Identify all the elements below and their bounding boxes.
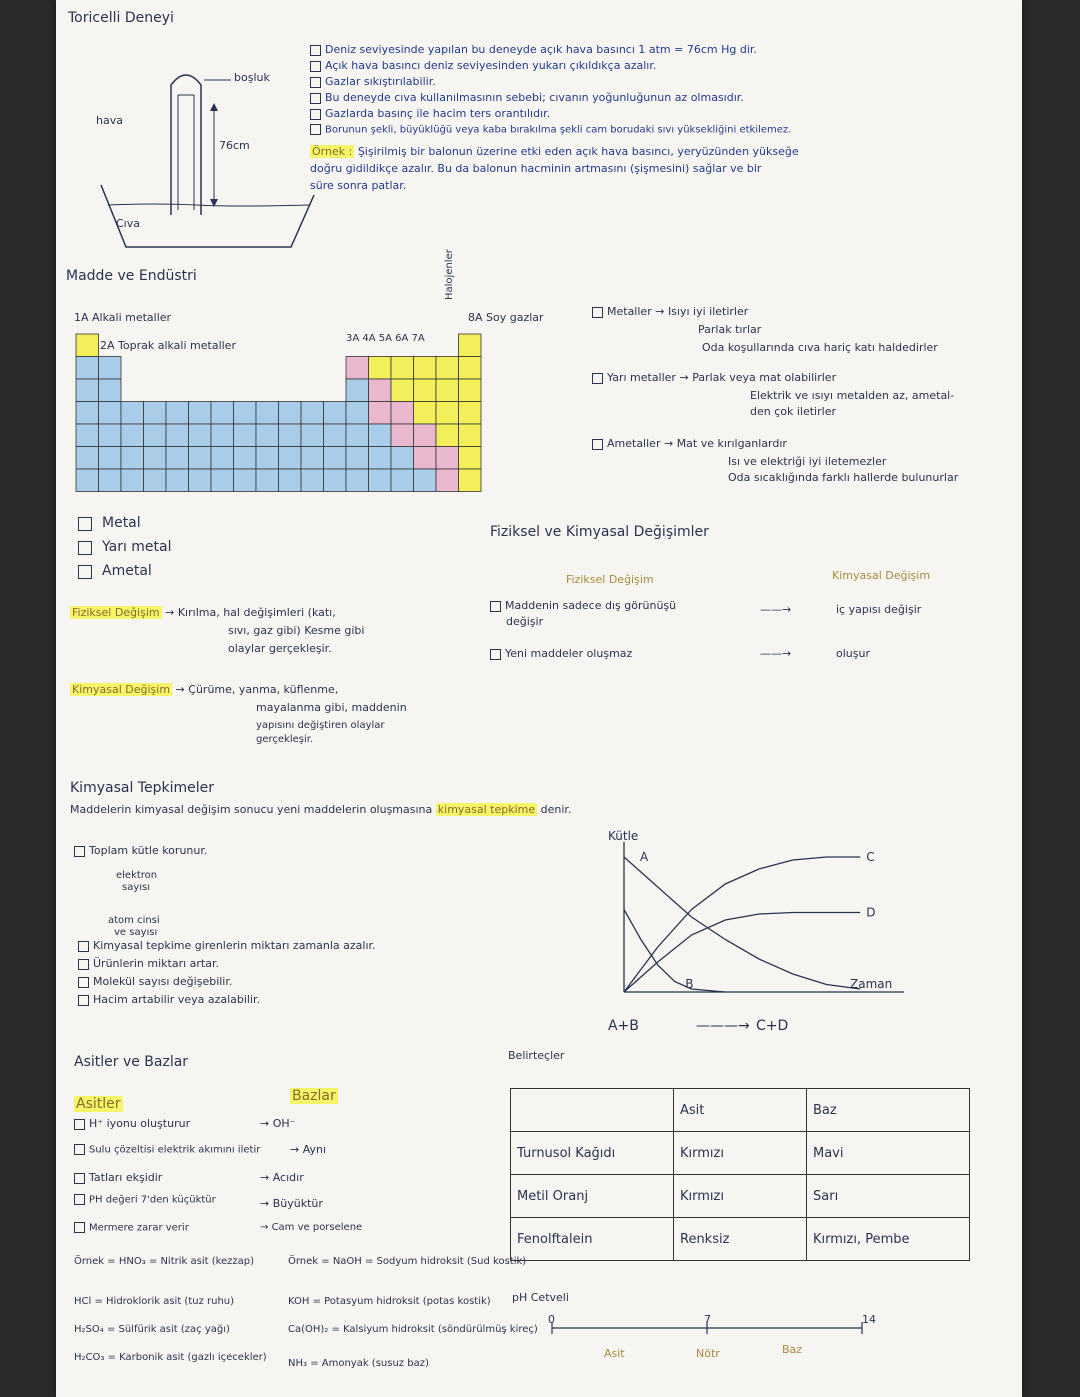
- yari-line: den çok iletirler: [750, 405, 836, 418]
- periodic-cell: [459, 334, 482, 357]
- periodic-cell: [459, 424, 482, 447]
- tepkime-bullet: Ürünlerin miktarı artar.: [78, 958, 219, 971]
- periodic-cell: [279, 469, 302, 492]
- fiziksel-line: olaylar gerçekleşir.: [228, 642, 332, 655]
- legend-ametal: Ametal: [102, 563, 152, 579]
- indicator-baz: Kırmızı, Pembe: [807, 1218, 970, 1261]
- bullet-toplam-kutle: Toplam kütle korunur.: [74, 845, 207, 858]
- periodic-cell: [144, 447, 167, 470]
- periodic-cell: [459, 357, 482, 380]
- asit-row: PH değeri 7'den küçüktür: [74, 1194, 216, 1206]
- periodic-cell: [234, 469, 257, 492]
- metaller-line: Parlak tırlar: [698, 323, 762, 336]
- section-title-torricelli: Toricelli Deneyi: [68, 10, 174, 26]
- label-ve-sayisi: ve sayısı: [114, 927, 158, 938]
- periodic-cell: [436, 469, 459, 492]
- col-fiziksel: Fiziksel Değişim: [566, 573, 654, 586]
- tepkime-bullet: Hacim artabilir veya azalabilir.: [78, 994, 260, 1007]
- periodic-cell: [346, 424, 369, 447]
- periodic-cell: [346, 447, 369, 470]
- indicator-asit: Kırmızı: [674, 1132, 807, 1175]
- table-header-row: [511, 1089, 970, 1132]
- table-row: [511, 1218, 970, 1261]
- periodic-cell: [279, 424, 302, 447]
- periodic-cell: [189, 424, 212, 447]
- baz-row: → Büyüktür: [260, 1197, 323, 1210]
- ph-0: 0: [548, 1313, 555, 1326]
- series-line-b: [624, 910, 725, 993]
- legend-swatch-metal: [78, 517, 92, 531]
- table-row: [511, 1175, 970, 1218]
- indicator-name: Turnusol Kağıdı: [511, 1132, 674, 1175]
- header-empty: [511, 1089, 674, 1132]
- periodic-cell: [369, 469, 392, 492]
- periodic-cell: [414, 379, 437, 402]
- periodic-cell: [436, 379, 459, 402]
- ph-7: 7: [704, 1313, 711, 1326]
- label-hava: hava: [96, 114, 123, 127]
- periodic-cell: [99, 357, 122, 380]
- note-line: Gazlar sıkıştırılabilir.: [310, 76, 436, 89]
- periodic-cell: [346, 469, 369, 492]
- label-civa: Cıva: [116, 217, 140, 230]
- kimyasal-line: mayalanma gibi, maddenin: [256, 701, 407, 714]
- periodic-cell: [121, 402, 144, 425]
- periodic-cell: [256, 447, 279, 470]
- periodic-cell: [301, 447, 324, 470]
- periodic-cell: [369, 402, 392, 425]
- legend-swatch-yari: [78, 541, 92, 555]
- indicator-table: [510, 1088, 970, 1261]
- section-title-asit: Asitler ve Bazlar: [74, 1054, 189, 1070]
- label-elektron: elektron: [116, 870, 158, 881]
- periodic-cell: [144, 424, 167, 447]
- periodic-cell: [369, 447, 392, 470]
- note-line: Açık hava basıncı deniz seviyesinden yukarı çıkıldıkça azalır.: [310, 60, 656, 73]
- periodic-cell: [99, 379, 122, 402]
- periodic-cell: [459, 447, 482, 470]
- periodic-cell: [256, 402, 279, 425]
- section-title-tepkime: Kimyasal Tepkimeler: [70, 780, 214, 796]
- col-kimyasal: Kimyasal Değişim: [832, 569, 931, 582]
- periodic-cell: [369, 357, 392, 380]
- table-row: [511, 1132, 970, 1175]
- legend-swatch-ametal: [78, 565, 92, 579]
- periodic-cell: [189, 447, 212, 470]
- series-label-d: D: [866, 905, 876, 920]
- periodic-cell: [121, 469, 144, 492]
- header-baz: Baz: [807, 1089, 970, 1132]
- periodic-cell: [99, 447, 122, 470]
- periodic-cell: [76, 447, 99, 470]
- series-line-d: [624, 913, 860, 993]
- periodic-cell: [414, 402, 437, 425]
- baz-row: → Aynı: [290, 1143, 327, 1156]
- indicator-baz: Sarı: [807, 1175, 970, 1218]
- periodic-cell: [166, 402, 189, 425]
- periodic-cell: [166, 447, 189, 470]
- baz-row: → Cam ve porselene: [260, 1222, 363, 1233]
- ametal-line: Oda sıcaklığında farklı hallerde bulunurlar: [728, 471, 959, 484]
- periodic-cell: [76, 469, 99, 492]
- baz-example: NH₃ = Amonyak (susuz baz): [288, 1358, 429, 1369]
- row1-arrow: ——→: [760, 603, 792, 616]
- section-title-degisim: Fiziksel ve Kimyasal Değişimler: [490, 524, 709, 540]
- periodic-cell: [166, 424, 189, 447]
- note-line: Deniz seviyesinde yapılan bu deneyde açık hava basıncı 1 atm = 76cm Hg dir.: [310, 44, 757, 57]
- fiziksel-line: sıvı, gaz gibi) Kesme gibi: [228, 624, 365, 637]
- periodic-cell: [346, 402, 369, 425]
- baz-example: Ca(OH)₂ = Kalsiyum hidroksit (söndürülmüş kireç): [288, 1324, 538, 1335]
- tepkime-definition: Maddelerin kimyasal değişim sonucu yeni maddelerin oluşmasına kimyasal tepkime denir.: [70, 803, 572, 816]
- periodic-cell: [346, 357, 369, 380]
- periodic-cell: [391, 447, 414, 470]
- periodic-cell: [346, 379, 369, 402]
- periodic-cell: [436, 424, 459, 447]
- asit-row: H⁺ iyonu oluşturur: [74, 1118, 190, 1131]
- asit-row: Sulu çözeltisi elektrik akımını iletir: [74, 1144, 260, 1156]
- label-2a: 2A Toprak alkali metaller: [100, 339, 236, 352]
- kimyasal-line: yapısını değiştiren olaylar: [256, 720, 385, 731]
- periodic-cell: [166, 469, 189, 492]
- periodic-cell: [414, 447, 437, 470]
- periodic-cell: [76, 334, 99, 357]
- row1-right: iç yapısı değişir: [836, 603, 922, 616]
- periodic-cell: [459, 379, 482, 402]
- series-label-b: B: [685, 977, 694, 991]
- notebook-page: [56, 0, 1022, 1397]
- periodic-cell: [459, 402, 482, 425]
- label-1a: 1A Alkali metaller: [74, 311, 172, 324]
- asit-example: H₂SO₄ = Sülfürik asit (zaç yağı): [74, 1324, 230, 1335]
- equation-arrow: ———→: [696, 1018, 750, 1034]
- label-76cm: 76cm: [219, 139, 250, 152]
- metaller-head: Metaller → Isıyı iyi iletirler: [592, 306, 748, 319]
- kimyasal-line: gerçekleşir.: [256, 734, 314, 745]
- note-line: Bu deneyde cıva kullanılmasının sebebi; cıvanın yoğunluğunun az olmasıdır.: [310, 92, 744, 105]
- series-line-c: [624, 857, 860, 992]
- ph-scale: [542, 1310, 882, 1340]
- label-atom: atom cinsi: [108, 915, 160, 926]
- asit-example: HCl = Hidroklorik asit (tuz ruhu): [74, 1296, 235, 1307]
- periodic-cell: [391, 402, 414, 425]
- label-3a-7a: 3A 4A 5A 6A 7A: [346, 333, 425, 344]
- periodic-cell: [99, 469, 122, 492]
- periodic-cell: [189, 402, 212, 425]
- label-8a: 8A Soy gazlar: [468, 311, 544, 324]
- kimyasal-row: Kimyasal Değişim → Çürüme, yanma, küflenme,: [72, 683, 339, 696]
- row1-left: Maddenin sadece dış görünüşü: [490, 600, 676, 613]
- periodic-cell: [414, 357, 437, 380]
- label-halojenler: Halojenler: [444, 249, 455, 300]
- periodic-cell: [76, 424, 99, 447]
- note-line: Gazlarda basınç ile hacim ters orantılıdır.: [310, 108, 550, 121]
- ametal-head: Ametaller → Mat ve kırılganlardır: [592, 438, 787, 451]
- section-title-madde: Madde ve Endüstri: [66, 268, 197, 284]
- indicator-asit: Renksiz: [674, 1218, 807, 1261]
- ph-notr: Nötr: [696, 1347, 720, 1360]
- baz-row: → Acıdır: [260, 1171, 304, 1184]
- indicator-asit: Kırmızı: [674, 1175, 807, 1218]
- ph-baz: Baz: [782, 1343, 803, 1356]
- indicator-name: Fenolftalein: [511, 1218, 674, 1261]
- periodic-cell: [459, 469, 482, 492]
- tepkime-bullet: Molekül sayısı değişebilir.: [78, 976, 232, 989]
- head-bazlar: Bazlar: [292, 1088, 336, 1104]
- periodic-cell: [414, 469, 437, 492]
- periodic-cell: [256, 424, 279, 447]
- periodic-cell: [189, 469, 212, 492]
- periodic-cell: [324, 447, 347, 470]
- periodic-cell: [234, 447, 257, 470]
- tepkime-bullet: Kimyasal tepkime girenlerin miktarı zamanla azalır.: [78, 940, 376, 953]
- periodic-cell: [436, 402, 459, 425]
- asit-row: Tatları ekşidir: [74, 1172, 162, 1185]
- yari-line: Elektrik ve ısıyı metalden az, ametal-: [750, 389, 955, 402]
- periodic-cell: [121, 447, 144, 470]
- periodic-cell: [211, 469, 234, 492]
- periodic-cell: [279, 447, 302, 470]
- yari-head: Yarı metaller → Parlak veya mat olabilirler: [592, 372, 836, 385]
- periodic-cell: [324, 469, 347, 492]
- ph-14: 14: [862, 1313, 876, 1326]
- header-asit: Asit: [674, 1089, 807, 1132]
- ornek-baz: Örnek = NaOH = Sodyum hidroksit (Sud kostik): [288, 1256, 527, 1267]
- example-line: doğru gidildikçe azalır. Bu da balonun hacminin artmasını (şişmesini) sağlar ve bir: [310, 162, 762, 175]
- label-sayisi: sayısı: [122, 882, 151, 893]
- periodic-cell: [369, 379, 392, 402]
- mass-time-chart: [536, 824, 916, 1004]
- legend-yari: Yarı metal: [102, 539, 172, 555]
- ph-asit: Asit: [604, 1347, 625, 1360]
- equation-products: C+D: [756, 1018, 789, 1034]
- x-axis-label: Zaman: [850, 977, 893, 991]
- asit-example: H₂CO₃ = Karbonik asit (gazlı içecekler): [74, 1352, 267, 1363]
- periodic-cell: [76, 357, 99, 380]
- periodic-cell: [234, 402, 257, 425]
- row2-left: Yeni maddeler oluşmaz: [490, 648, 632, 661]
- baz-row: → OH⁻: [260, 1117, 296, 1130]
- series-label-a: A: [640, 850, 649, 864]
- ornek-asit: Örnek = HNO₃ = Nitrik asit (kezzap): [74, 1256, 255, 1267]
- label-bosluk: boşluk: [234, 71, 270, 84]
- periodic-cell: [301, 424, 324, 447]
- periodic-cell: [144, 469, 167, 492]
- example-line: Örnek : Şişirilmiş bir balonun üzerine etki eden açık hava basıncı, yeryüzünden yükseğe: [312, 145, 799, 158]
- metaller-line: Oda koşullarında cıva hariç katı haldedirler: [702, 341, 938, 354]
- periodic-cell: [234, 424, 257, 447]
- section-title-belirtec: Belirteçler: [508, 1049, 565, 1062]
- head-asitler: Asitler: [76, 1096, 121, 1112]
- ametal-line: Isı ve elektriği iyi iletemezler: [728, 455, 887, 468]
- ph-title: pH Cetveli: [512, 1291, 569, 1304]
- periodic-cell: [324, 402, 347, 425]
- periodic-cell: [211, 402, 234, 425]
- row2-right: oluşur: [836, 647, 870, 660]
- periodic-cell: [211, 424, 234, 447]
- indicator-name: Metil Oranj: [511, 1175, 674, 1218]
- baz-example: KOH = Potasyum hidroksit (potas kostik): [288, 1296, 491, 1307]
- example-line: süre sonra patlar.: [310, 179, 407, 192]
- indicator-baz: Mavi: [807, 1132, 970, 1175]
- periodic-table: [72, 330, 492, 500]
- periodic-cell: [256, 469, 279, 492]
- periodic-cell: [76, 379, 99, 402]
- periodic-cell: [99, 402, 122, 425]
- periodic-cell: [436, 447, 459, 470]
- equation-reactants: A+B: [608, 1018, 639, 1034]
- y-axis-label: Kütle: [608, 829, 639, 843]
- legend-metal: Metal: [102, 515, 141, 531]
- periodic-cell: [76, 402, 99, 425]
- periodic-cell: [391, 469, 414, 492]
- periodic-cell: [436, 357, 459, 380]
- periodic-cell: [369, 424, 392, 447]
- periodic-cell: [301, 402, 324, 425]
- series-label-c: C: [866, 850, 875, 864]
- periodic-cell: [144, 402, 167, 425]
- note-line: Borunun şekli, büyüklüğü veya kaba bırakılma şekli cam borudaki sıvı yüksekliğini etkilemez.: [310, 124, 791, 136]
- periodic-cell: [391, 424, 414, 447]
- periodic-cell: [99, 424, 122, 447]
- periodic-cell: [324, 424, 347, 447]
- asit-row: Mermere zarar verir: [74, 1222, 189, 1234]
- periodic-cell: [414, 424, 437, 447]
- periodic-cell: [211, 447, 234, 470]
- periodic-cell: [279, 402, 302, 425]
- periodic-cell: [391, 357, 414, 380]
- periodic-cell: [301, 469, 324, 492]
- periodic-cell: [121, 424, 144, 447]
- row1-left2: değişir: [506, 615, 544, 628]
- fiziksel-row: Fiziksel Değişim → Kırılma, hal değişimleri (katı,: [72, 606, 336, 619]
- periodic-cell: [391, 379, 414, 402]
- row2-arrow: ——→: [760, 647, 792, 660]
